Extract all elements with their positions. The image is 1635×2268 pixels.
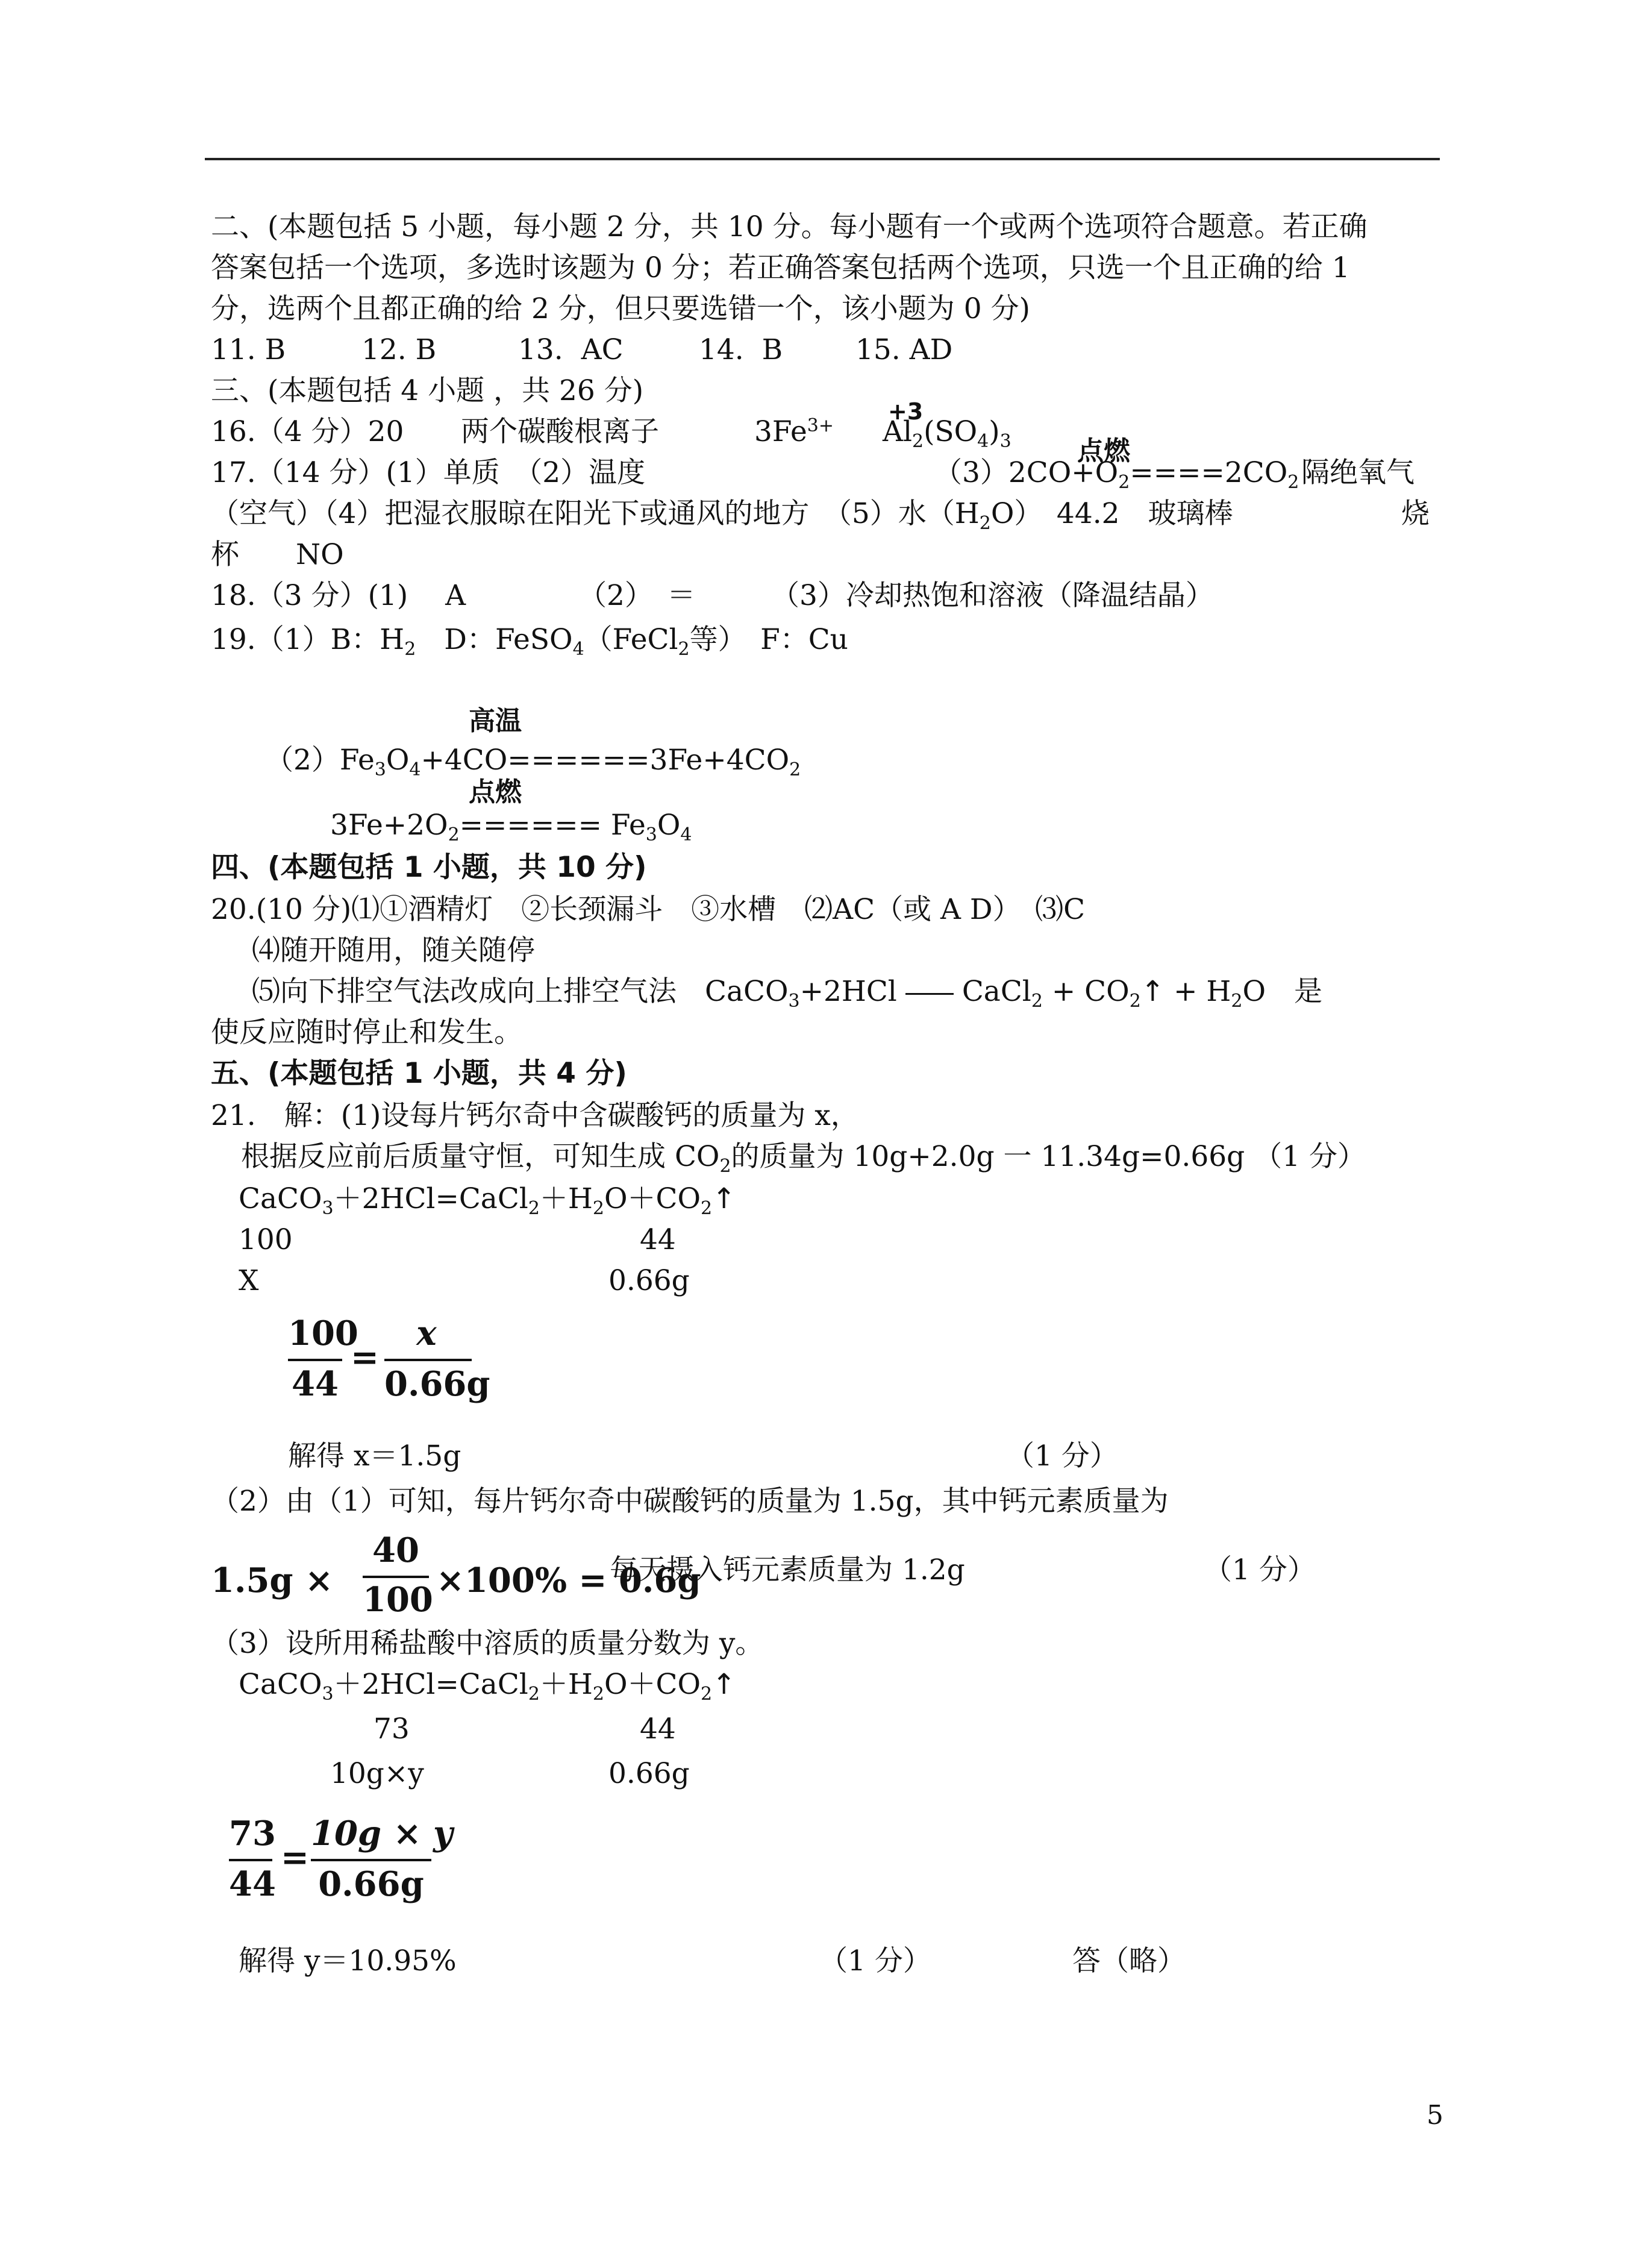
frac1-bar-left — [288, 1359, 342, 1361]
q18-part1: 18.（3 分）(1) A — [211, 579, 466, 612]
q21-solve2: 解得 y＝10.95% — [239, 1944, 457, 1978]
q16-answer4: $Al_2(SO_4)_3$ — [883, 415, 1011, 452]
q17-line3: 杯 NO — [211, 538, 344, 571]
q21-solve2-score: （1 分） — [819, 1944, 931, 1978]
page-number: 5 — [1427, 2100, 1443, 2131]
frac2-bar-left — [229, 1859, 272, 1861]
q21-daily-intake: 每天摄入钙元素质量为 1.2g — [610, 1553, 965, 1587]
q20-line1: 20.(10 分)⑴①酒精灯 ②长颈漏斗 ③水槽 ⑵AC（或 A D） ⑶C — [211, 893, 1086, 926]
q21-mass2-right: 44 — [640, 1712, 676, 1746]
expr-den: 100 — [363, 1580, 433, 1620]
frac2-equals: = — [281, 1838, 309, 1878]
q20-line4: 使反应随时停止和发生。 — [211, 1016, 522, 1049]
answer-11: 11. B — [211, 333, 286, 366]
q17-line2: （空气）（4）把湿衣服晾在阳光下或通风的地方 （5）水$(H_2O)$ 44.2 玻璃棒 — [211, 497, 1233, 534]
frac1-num-right: x — [416, 1314, 437, 1353]
q19-equation1: $(2)Fe_3O_4+4CO======3Fe+4CO_2$ — [265, 744, 801, 780]
section2-line3: 分，选两个且都正确的给 2 分，但只要选错一个，该小题为 0 分) — [211, 292, 1030, 325]
frac2-num-left: 73 — [229, 1814, 276, 1853]
frac1-equals: = — [351, 1338, 379, 1377]
section2-line2: 答案包括一个选项，多选时该题为 0 分；若正确答案包括两个选项，只选一个且正确的给 1 — [211, 251, 1350, 284]
q19-ignite-label: 点燃 — [469, 777, 522, 807]
answer-13: 13. AC — [518, 333, 624, 366]
frac2-bar-right — [311, 1859, 431, 1861]
answer-14: 14. B — [699, 333, 783, 366]
expr-num: 40 — [372, 1530, 419, 1570]
reaction-dash — [905, 993, 954, 995]
q17-line2-right: 烧 — [1401, 497, 1430, 530]
q21-mass1-right: 44 — [640, 1223, 676, 1256]
q21-mass1-left: 100 — [239, 1223, 293, 1256]
frac2-num-right: 10g × y — [311, 1814, 453, 1853]
q21-equation2: $CaCO_3+2HCl=CaCl_2+H_2O+CO_2↑$ — [239, 1668, 736, 1705]
q21-line2: 根据反应前后质量守恒，可知生成 $CO_2$的质量为 10g+2.0g 一 11.34g=0.66g （1 分） — [241, 1140, 1366, 1177]
up-arrow-icon: ↑ — [712, 1182, 736, 1215]
q21-mass2-left: 73 — [374, 1712, 410, 1746]
section4-heading: 四、(本题包括 1 小题，共 10 分) — [211, 851, 647, 884]
q16-prefix: 16.（4 分）20 — [211, 415, 404, 448]
expr-bar — [363, 1576, 429, 1578]
q21-part3: （3）设所用稀盐酸中溶质的质量分数为 y。 — [211, 1627, 764, 1660]
q17-ignite-label: 点燃 — [1077, 436, 1130, 466]
answer-15: 15. AD — [855, 333, 953, 366]
section3-heading: 三、(本题包括 4 小题 ，共 26 分) — [211, 374, 644, 407]
frac2-den-right: 0.66g — [318, 1864, 424, 1904]
q21-unknown1-right: 0.66g — [608, 1264, 690, 1297]
q19-line1: 19.（1）B：$H_2$ D：FeSO$_4$（FeCl$_2$等） F：Cu — [211, 623, 848, 660]
section5-heading: 五、(本题包括 1 小题，共 4 分) — [211, 1057, 627, 1090]
q17-equation: $(3)2CO+O_2====2CO_2$ — [934, 456, 1299, 493]
q19-high-temp-label: 高温 — [469, 706, 522, 736]
q19-equation2: $3Fe+2O_2====== Fe_3O_4$ — [330, 809, 692, 845]
frac2-den-left: 44 — [229, 1864, 276, 1904]
frac1-den-right: 0.66g — [384, 1364, 490, 1404]
valence-label: +3 — [888, 398, 924, 425]
q21-part2: （2）由（1）可知，每片钙尔奇中碳酸钙的质量为 1.5g，其中钙元素质量为 — [211, 1485, 1169, 1518]
q20-line3: ⑸向下排空气法改成向上排空气法 CaCO$_3$+2HCl CaCl$_2$ + $CO_2↑ + H_2O$ 是 — [252, 975, 1323, 1012]
q21-solve1: 解得 x＝1.5g — [288, 1439, 461, 1473]
up-arrow-icon: ↑ — [1140, 975, 1165, 1008]
q21-daily-score: （1 分） — [1204, 1553, 1316, 1587]
header-rule — [205, 158, 1440, 160]
q21-unknown2-left: 10g×y — [330, 1757, 424, 1790]
q21-unknown2-right: 0.66g — [608, 1757, 690, 1790]
q21-solve1-score: （1 分） — [1006, 1439, 1118, 1473]
up-arrow-icon: ↑ — [712, 1668, 736, 1701]
q18-part2: （2） ＝ — [578, 579, 696, 612]
q20-line2: ⑷随开随用，随关随停 — [252, 934, 535, 967]
q21-unknown1-left: X — [239, 1264, 259, 1297]
q18-part3: （3）冷却热饱和溶液（降温结晶） — [771, 579, 1214, 612]
frac1-num-left: 100 — [288, 1314, 358, 1353]
q16-answer3: $3Fe^{3+}$ — [754, 415, 834, 448]
q21-equation1: $CaCO_3+2HCl=CaCl_2+H_2O+CO_2↑$ — [239, 1182, 736, 1219]
q16-answer2: 两个碳酸根离子 — [461, 415, 659, 448]
expr-right: ×100% = 0.6g — [436, 1561, 701, 1600]
q21-line1: 21. 解：(1)设每片钙尔奇中含碳酸钙的质量为 x， — [211, 1099, 859, 1132]
q17-line1-left: 17.（14 分）(1）单质 （2）温度 — [211, 456, 646, 489]
q21-answer-omitted: 答（略） — [1072, 1944, 1186, 1978]
q17-line1-right: 隔绝氧气 — [1301, 456, 1415, 489]
expr-left: 1.5g × — [211, 1561, 333, 1600]
answer-12: 12. B — [361, 333, 437, 366]
frac1-den-left: 44 — [292, 1364, 339, 1404]
section2-line1: 二、(本题包括 5 小题，每小题 2 分，共 10 分。每小题有一个或两个选项符合题意。若正确 — [211, 210, 1368, 243]
frac1-bar-right — [384, 1359, 472, 1361]
